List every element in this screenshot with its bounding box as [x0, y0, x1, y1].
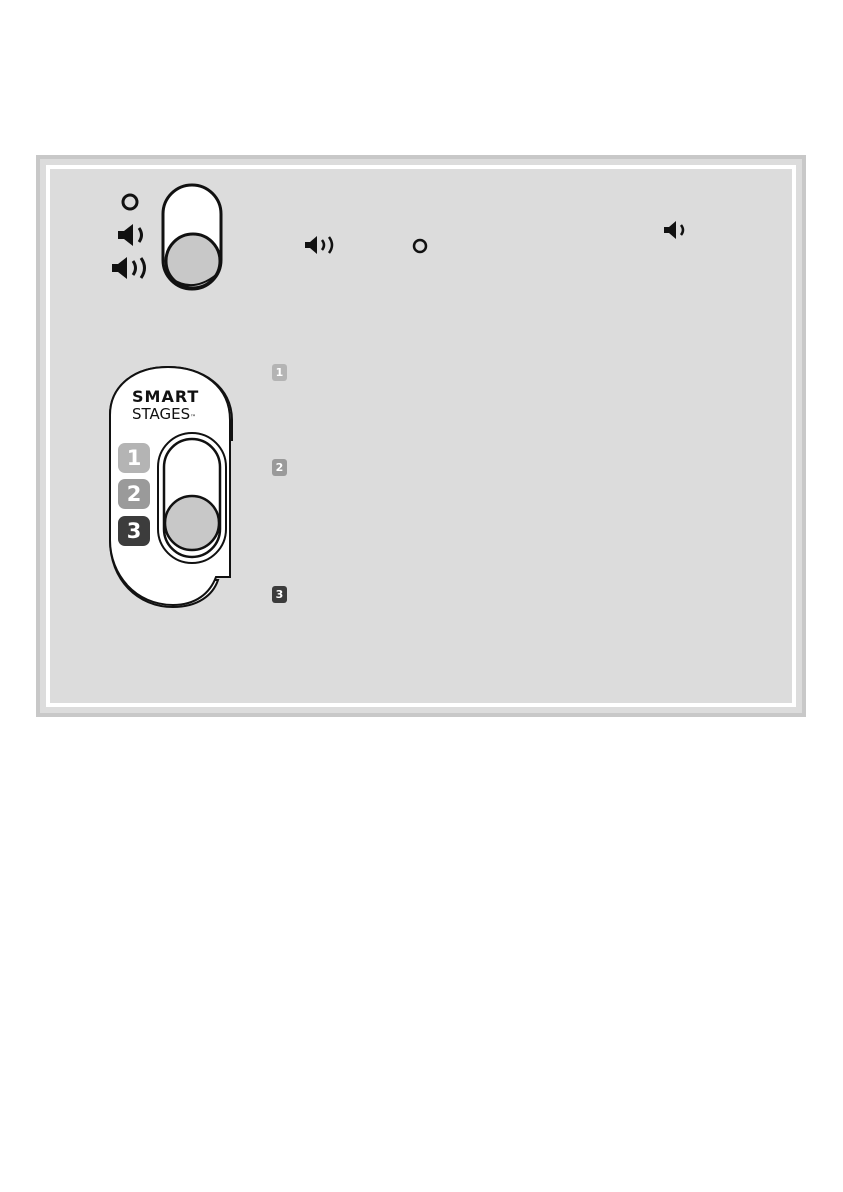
- stage-2-badge: 2: [118, 479, 150, 509]
- volume-slider[interactable]: [163, 185, 221, 289]
- stage-3-badge: 3: [118, 516, 150, 546]
- stage-slider[interactable]: [156, 431, 230, 567]
- speaker-low-icon: [661, 220, 691, 240]
- stages-label: STAGES™: [132, 405, 197, 423]
- text-badge-2: 2: [272, 459, 287, 476]
- off-circle-icon: [123, 195, 137, 209]
- speaker-low-icon: [118, 224, 142, 246]
- off-circle-icon: [410, 236, 430, 256]
- volume-switch-illustration: [100, 175, 235, 300]
- stage-1-badge: 1: [118, 443, 150, 473]
- smart-stages-illustration: [108, 365, 238, 610]
- smart-label: SMART: [132, 387, 200, 406]
- text-badge-1: 1: [272, 364, 287, 381]
- speaker-high-icon: [302, 235, 342, 255]
- text-badge-3: 3: [272, 586, 287, 603]
- speaker-high-icon: [112, 257, 145, 279]
